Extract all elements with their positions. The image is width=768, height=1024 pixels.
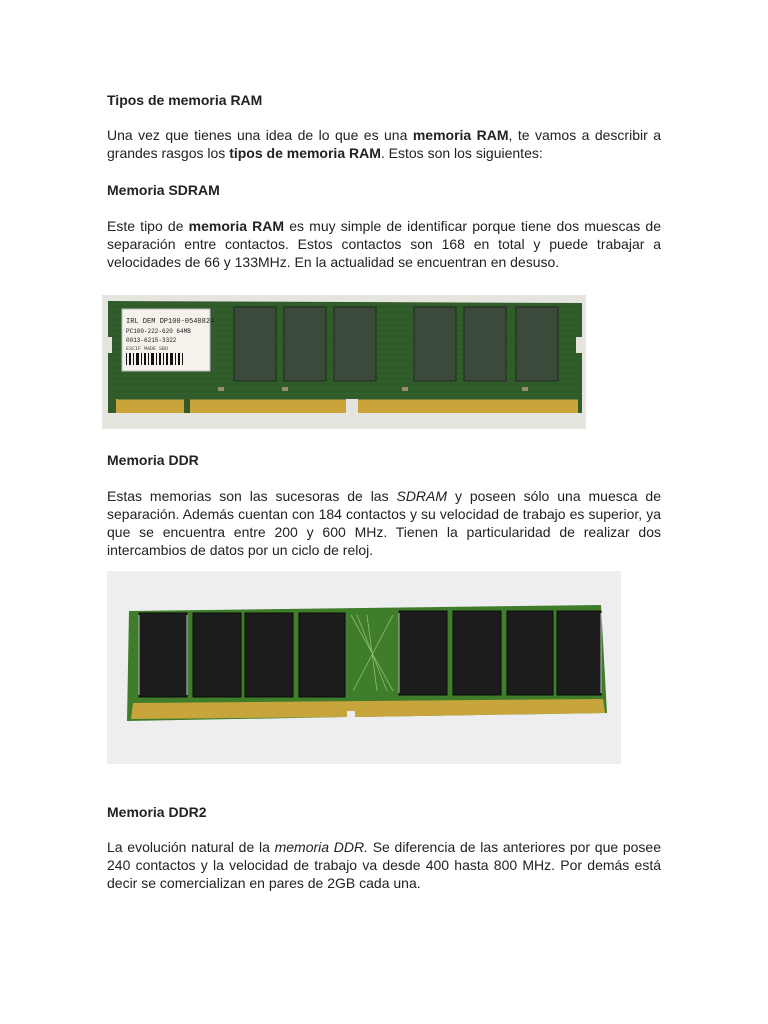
sdram-label-line3: 0013-6215-3322 [126, 337, 177, 344]
ddr2-italic-1: memoria DDR. [274, 839, 368, 855]
sdram-module-image [102, 295, 586, 429]
sdram-heading: Memoria SDRAM [107, 182, 220, 198]
sdram-label-line2: PC100-222-620 64MB [126, 328, 191, 335]
intro-text-3: . Estos son los siguientes: [380, 145, 543, 161]
document-body-3 [107, 802, 661, 892]
ddr-module-photo [107, 571, 621, 764]
ddr2-text-1: La evolución natural de la [107, 839, 275, 855]
ddr-text-1: Estas memorias son las sucesoras de las [107, 488, 397, 504]
document-body [107, 90, 661, 271]
ddr-heading: Memoria DDR [107, 452, 199, 468]
intro-text-1: Una vez que tienes una idea de lo que es una [107, 127, 413, 143]
sdram-text-1: Este tipo de [107, 218, 189, 234]
page-title: Tipos de memoria RAM [107, 92, 263, 108]
sdram-module-photo [102, 295, 586, 429]
sdram-paragraph [107, 217, 661, 271]
intro-bold-2: tipos de memoria RAM [229, 145, 381, 161]
sdram-label-line1: IRL DEM DP100-0540824 [126, 318, 215, 326]
ddr-italic-1: SDRAM [396, 488, 448, 504]
ddr2-text-2: Se diferencia de las anteriores por que posee 240 contactos y la velocidad de trabajo va desde 400 hasta 800 MHz. Por demás está decir se comercializan en pares de 2GB cada una. [107, 839, 661, 891]
ddr2-paragraph [107, 838, 661, 892]
intro-paragraph [107, 126, 661, 162]
sdram-bold-1: memoria RAM [188, 218, 285, 234]
ddr-text-2: y poseen sólo una muesca de separación. Además cuentan con 184 contactos y su velocidad de trabajo es superior, ya que se encuentra entre 200 y 600 MHz. Tienen la particularidad de realizar dos intercambios de datos por un ciclo de reloj. [107, 488, 661, 558]
sdram-text-2: es muy simple de identificar porque tiene dos muescas de separación entre contactos. Estos contactos son 168 en total y puede trabajar a velocidades de 66 y 133MHz. En la actualidad se encuentran en desuso. [107, 218, 661, 270]
sdram-label-line4: ESCIF MADE SBO [126, 346, 169, 352]
ddr-paragraph [107, 487, 661, 559]
intro-text-2: , te vamos a describir a grandes rasgos los [107, 127, 661, 161]
intro-bold-1: memoria RAM [412, 127, 509, 143]
ddr2-heading: Memoria DDR2 [107, 804, 207, 820]
document-body-2 [107, 450, 661, 559]
ddr-module-image [107, 571, 621, 764]
